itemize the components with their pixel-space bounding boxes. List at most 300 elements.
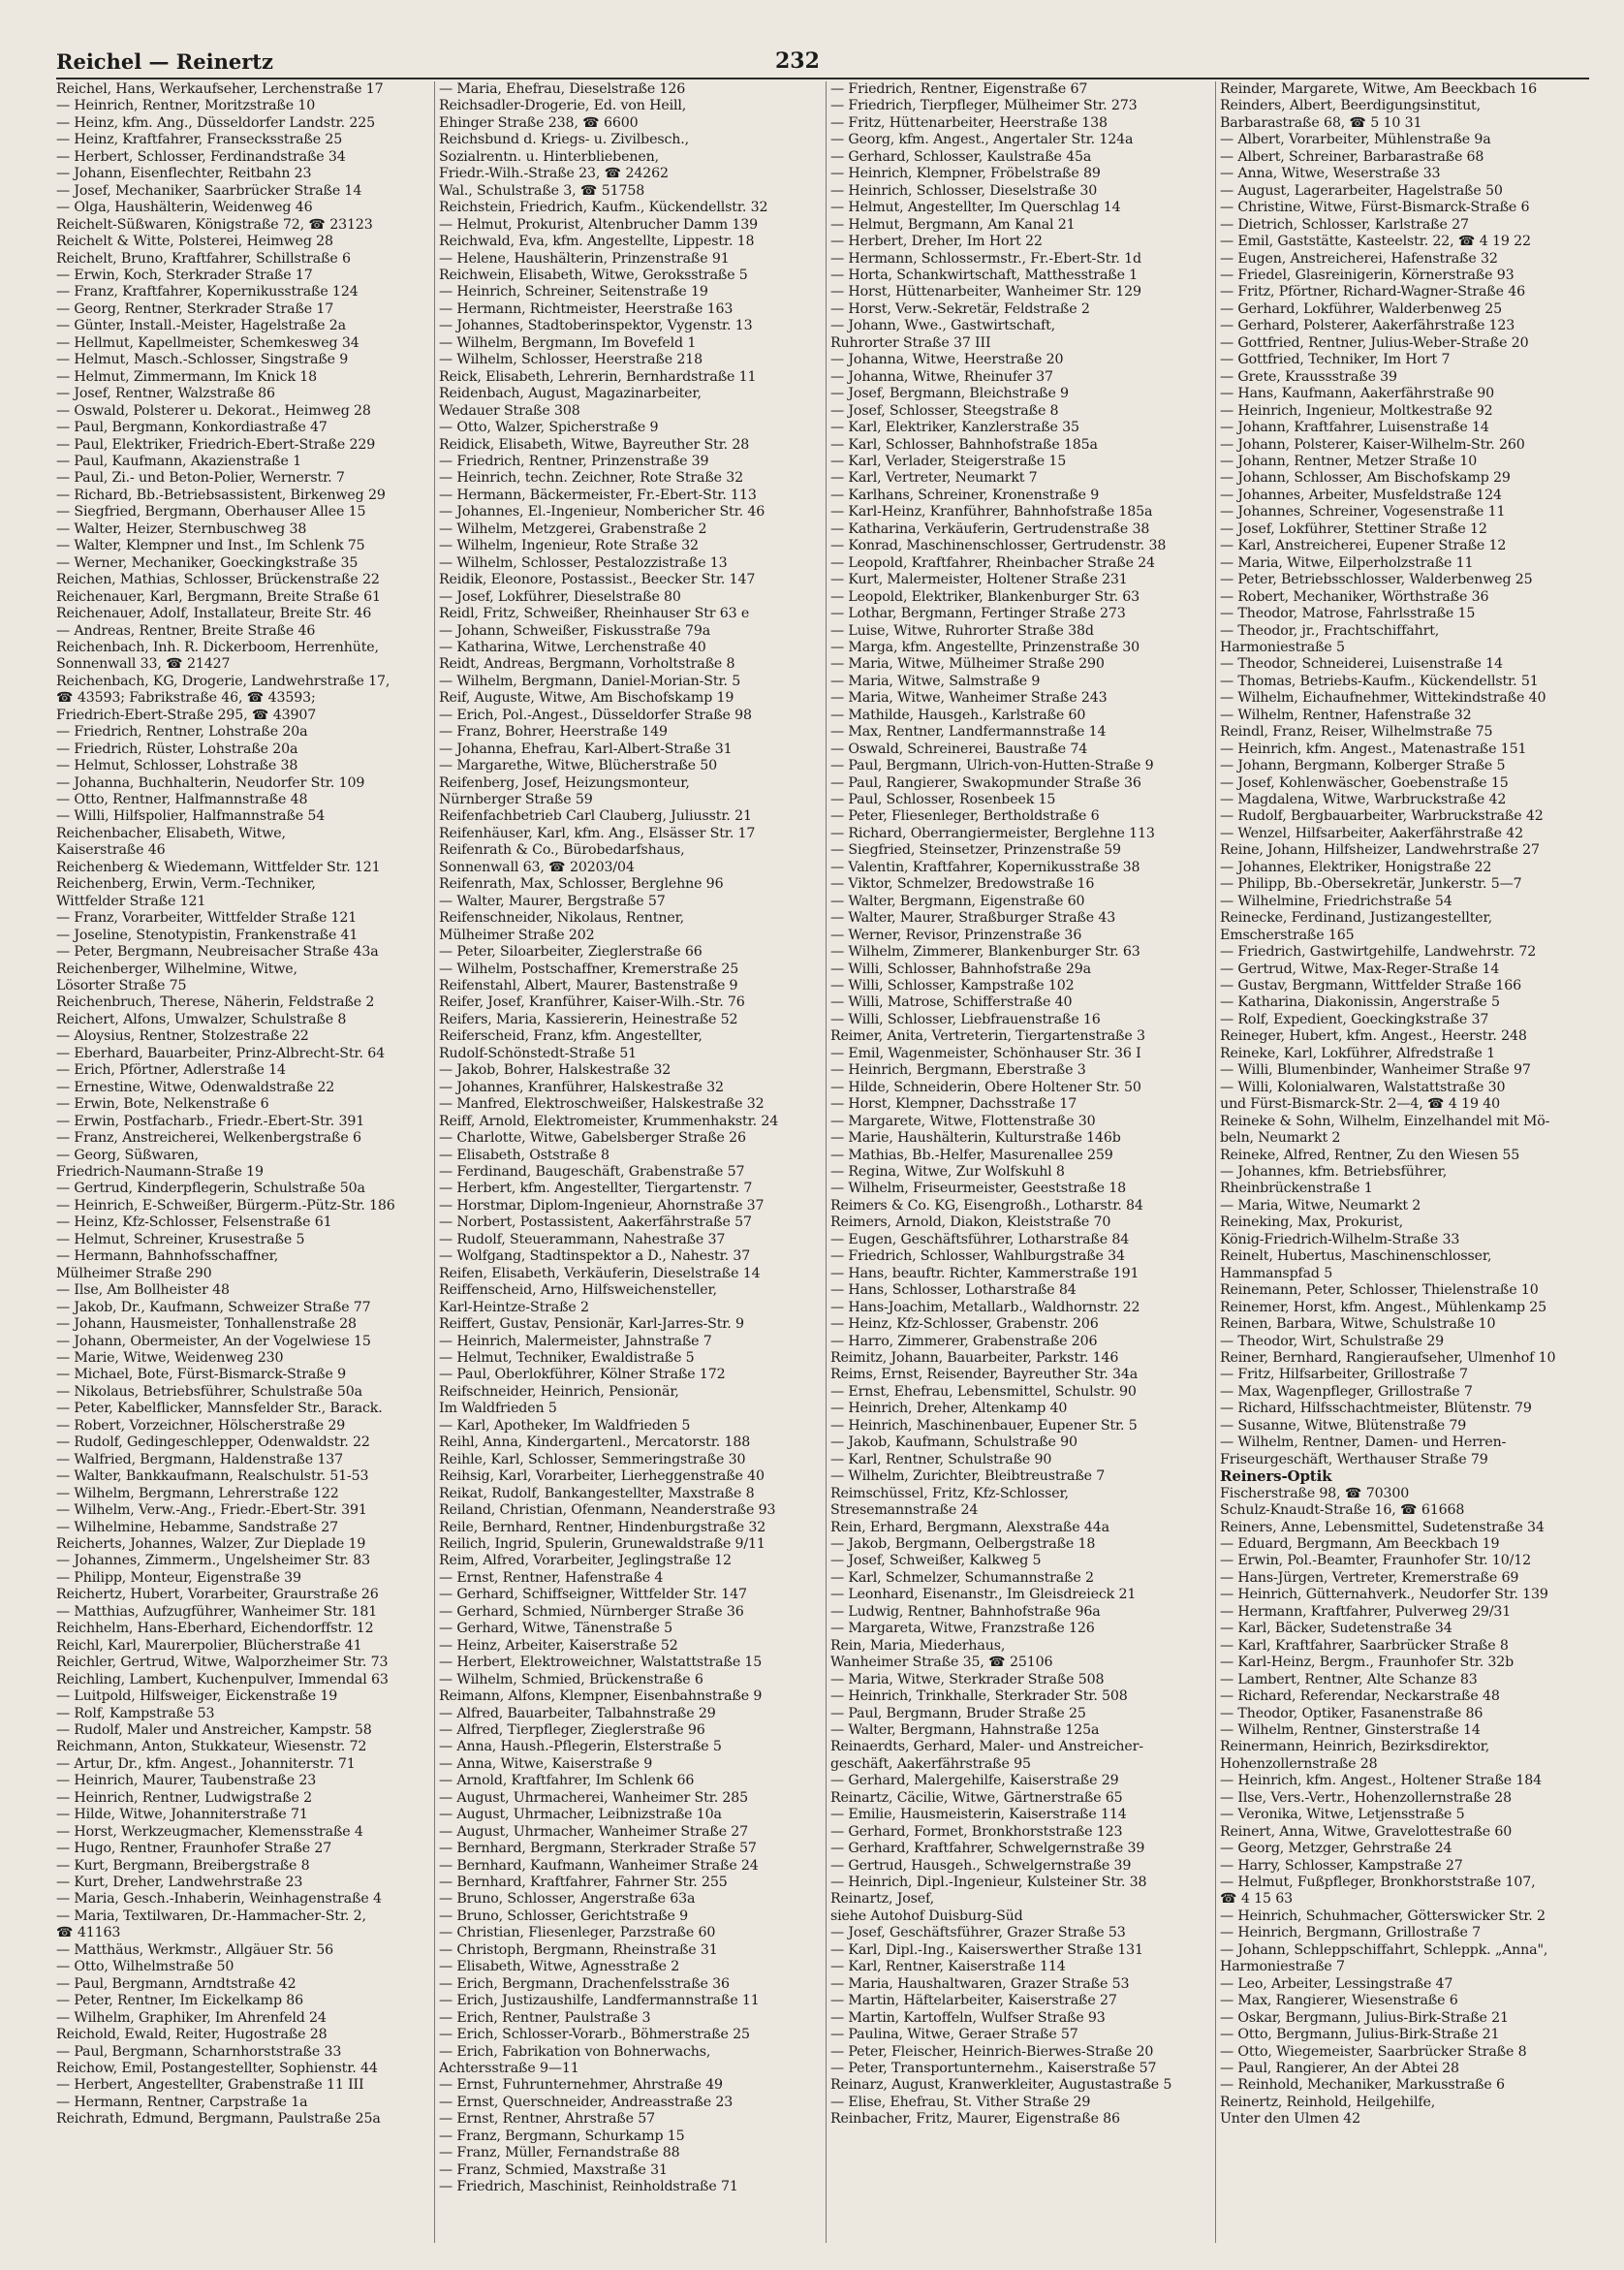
directory-entry: — Thomas, Betriebs-Kaufm., Kückendellstr. 51 [1220, 673, 1539, 689]
directory-entry: Reineke, Alfred, Rentner, Zu den Wiesen 55 [1220, 1147, 1520, 1163]
directory-entry: — Susanne, Witwe, Blütenstraße 79 [1220, 1417, 1467, 1434]
directory-entry: — Margarete, Witwe, Flottenstraße 30 [830, 1113, 1096, 1129]
directory-entry: — Maria, Witwe, Mülheimer Straße 290 [830, 656, 1105, 673]
directory-entry: — Willi, Matrose, Schifferstraße 40 [830, 994, 1073, 1011]
directory-entry: Reichertz, Hubert, Vorarbeiter, Graurstraße 26 [56, 1587, 379, 1603]
directory-entry: Reichelt, Bruno, Kraftfahrer, Schillstraße 6 [56, 250, 351, 267]
directory-entry: — Wilhelm, Rentner, Hafenstraße 32 [1220, 707, 1472, 723]
directory-entry: — Rudolf, Steuerammann, Nahestraße 37 [439, 1231, 726, 1247]
directory-entry: — Wilhelm, Bergmann, Im Bovefeld 1 [439, 334, 697, 351]
directory-entry: — Siegfried, Steinsetzer, Prinzenstraße 59 [830, 842, 1121, 859]
directory-entry: Reinbacher, Fritz, Maurer, Eigenstraße 86 [830, 2111, 1120, 2128]
directory-entry: Reichenberg, Erwin, Verm.-Techniker, [56, 876, 316, 893]
directory-entry: — Maria, Haushaltwaren, Grazer Straße 53 [830, 1975, 1130, 1992]
directory-entry: Reichert, Alfons, Umwalzer, Schulstraße 8 [56, 1011, 347, 1027]
directory-entry: Unter den Ulmen 42 [1220, 2111, 1360, 2128]
directory-entry: — Johannes, kfm. Betriebsführer, [1220, 1164, 1448, 1180]
directory-entry: — Katharina, Diakonissin, Angerstraße 5 [1220, 994, 1500, 1011]
directory-entry: — Wilhelm, Friseurmeister, Geeststraße 18 [830, 1181, 1127, 1197]
directory-entry: — Maria, Textilwaren, Dr.-Hammacher-Str. 2, [56, 1907, 366, 1924]
directory-entry: — Franz, Bergmann, Schurkamp 15 [439, 2128, 685, 2144]
directory-entry: Reineke & Sohn, Wilhelm, Einzelhandel mit Mö- [1220, 1113, 1550, 1129]
directory-entry: — Walfried, Bergmann, Haldenstraße 137 [56, 1451, 343, 1467]
directory-entry: Reinermann, Heinrich, Bezirksdirektor, [1220, 1739, 1490, 1755]
directory-entry: — Peter, Betriebsschlosser, Walderbenweg 25 [1220, 572, 1533, 588]
directory-entry: — Eduard, Bergmann, Am Beeckbach 19 [1220, 1535, 1500, 1552]
directory-entry: — Marga, kfm. Angestellte, Prinzenstraße 30 [830, 639, 1140, 655]
directory-entry: — Peter, Kabelflicker, Mannsfelder Str., Barack. [56, 1401, 383, 1417]
directory-entry: — Wilhelm, Eichaufnehmer, Wittekindstraße 40 [1220, 690, 1546, 707]
directory-entry: — Ernst, Querschneider, Andreasstraße 23 [439, 2094, 734, 2110]
directory-entry: — Johann, Rentner, Metzer Straße 10 [1220, 453, 1478, 469]
directory-entry: — Rolf, Kampstraße 53 [56, 1705, 215, 1721]
directory-entry: — Gerhard, Polsterer, Aakerfährstraße 123 [1220, 318, 1515, 334]
directory-entry: — Johann, Obermeister, An der Vogelwiese 15 [56, 1333, 371, 1349]
directory-entry: ☎ 41163 [56, 1925, 121, 1941]
directory-entry: — Horstmar, Diplom-Ingenieur, Ahornstraße 37 [439, 1197, 765, 1214]
directory-entry: — Eberhard, Bauarbeiter, Prinz-Albrecht-Str. 64 [56, 1045, 385, 1061]
directory-entry: Friedrich-Ebert-Straße 295, ☎ 43907 [56, 707, 317, 723]
directory-entry: — Johannes, Elektriker, Honigstraße 22 [1220, 859, 1492, 875]
directory-entry: König-Friedrich-Wilhelm-Straße 33 [1220, 1231, 1460, 1247]
directory-entry: — Heinrich, E-Schweißer, Bürgerm.-Pütz-Str. 186 [56, 1197, 395, 1214]
directory-entry: — Herbert, kfm. Angestellter, Tiergartenstr. 7 [439, 1181, 753, 1197]
directory-entry: — Wilhelm, Postschaffner, Kremerstraße 25 [439, 961, 739, 977]
directory-entry: — Wilhelm, Schlosser, Heerstraße 218 [439, 352, 703, 368]
directory-entry: — Elisabeth, Witwe, Agnesstraße 2 [439, 1959, 680, 1975]
directory-entry: Reichling, Lambert, Kuchenpulver, Immendal 63 [56, 1671, 389, 1687]
header-rule [56, 78, 1589, 79]
directory-entry: — Heinrich, Schlosser, Dieselstraße 30 [830, 182, 1098, 199]
directory-entry: Reifenrath & Co., Bürobedarfshaus, [439, 842, 685, 859]
directory-entry: — Josef, Bergmann, Bleichstraße 9 [830, 386, 1069, 402]
directory-entry: Reihsig, Karl, Vorarbeiter, Lierheggenstraße 40 [439, 1468, 765, 1485]
directory-entry: — Johann, Schweißer, Fiskusstraße 79a [439, 622, 711, 639]
directory-entry: — Paul, Oberlokführer, Kölner Straße 172 [439, 1367, 726, 1383]
directory-entry: — Heinrich, Dipl.-Ingenieur, Kulsteiner Str. 38 [830, 1875, 1147, 1891]
directory-entry: — Karl-Heinz, Bergm., Fraunhofer Str. 32b [1220, 1655, 1515, 1671]
directory-entry: Reichrath, Edmund, Bergmann, Paulstraße 25a [56, 2111, 381, 2128]
directory-entry: — Regina, Witwe, Zur Wolfskuhl 8 [830, 1164, 1065, 1180]
directory-entry: Reichwein, Elisabeth, Witwe, Geroksstraße 5 [439, 267, 748, 283]
directory-entry: — Peter, Fleischer, Heinrich-Bierwes-Straße 20 [830, 2043, 1154, 2060]
directory-entry: — Erich, Rentner, Paulstraße 3 [439, 2009, 651, 2026]
directory-entry: — Josef, Lokführer, Stettiner Straße 12 [1220, 520, 1487, 537]
directory-entry: Reiferscheid, Franz, kfm. Angestellter, [439, 1028, 703, 1045]
directory-entry: — Matthäus, Werkmstr., Allgäuer Str. 56 [56, 1941, 334, 1958]
directory-entry: Reiners, Anne, Lebensmittel, Sudetenstraße 34 [1220, 1519, 1545, 1535]
directory-entry: Reinelt, Hubertus, Maschinenschlosser, [1220, 1248, 1492, 1265]
directory-entry: Harmoniestraße 5 [1220, 639, 1345, 655]
directory-entry: — Matthias, Aufzugführer, Wanheimer Str. 181 [56, 1603, 378, 1620]
directory-entry: — Johanna, Witwe, Rheinufer 37 [830, 368, 1053, 385]
directory-entry: — Philipp, Bb.-Obersekretär, Junkerstr. 5—7 [1220, 876, 1522, 893]
directory-entry: Reifschneider, Heinrich, Pensionär, [439, 1383, 679, 1400]
directory-entry: — Günter, Install.-Meister, Hagelstraße 2a [56, 318, 346, 334]
directory-entry: — Hermann, Kraftfahrer, Pulverweg 29/31 [1220, 1603, 1512, 1620]
directory-entry: — Emilie, Hausmeisterin, Kaiserstraße 114 [830, 1807, 1127, 1823]
directory-entry: — Andreas, Rentner, Breite Straße 46 [56, 622, 316, 639]
directory-entry: — Paul, Bergmann, Scharnhorststraße 33 [56, 2043, 342, 2060]
directory-entry: — Horst, Klempner, Dachsstraße 17 [830, 1096, 1077, 1113]
directory-entry: — Josef, Kohlenwäscher, Goebenstraße 15 [1220, 774, 1509, 791]
directory-entry: Reinaerdts, Gerhard, Maler- und Anstreicher- [830, 1739, 1143, 1755]
directory-entry: — Otto, Rentner, Halfmannstraße 48 [56, 792, 308, 808]
directory-entry: Reichel, Hans, Werkaufseher, Lerchenstraße 17 [56, 81, 384, 97]
directory-entry: — Albert, Vorarbeiter, Mühlenstraße 9a [1220, 132, 1491, 148]
directory-entry: — Anna, Haush.-Pflegerin, Elsterstraße 5 [439, 1739, 722, 1755]
directory-entry: Reifenberg, Josef, Heizungsmonteur, [439, 774, 690, 791]
directory-entry: Sonnenwall 33, ☎ 21427 [56, 656, 231, 673]
directory-entry: — Grete, Kraussstraße 39 [1220, 368, 1397, 385]
directory-entry: Reims, Ernst, Reisender, Bayreuther Str. 34a [830, 1367, 1139, 1383]
directory-entry: — Bruno, Schlosser, Gerichtstraße 9 [439, 1907, 689, 1924]
directory-entry: — Rolf, Expedient, Goeckingkstraße 37 [1220, 1011, 1489, 1027]
directory-entry: — Karl, Kraftfahrer, Saarbrücker Straße 8 [1220, 1637, 1509, 1654]
directory-entry: siehe Autohof Duisburg-Süd [830, 1907, 1023, 1924]
directory-entry: Karl-Heintze-Straße 2 [439, 1299, 589, 1315]
directory-entry: — Max, Wagenpfleger, Grillostraße 7 [1220, 1383, 1473, 1400]
directory-entry: — Erwin, Pol.-Beamter, Fraunhofer Str. 10/12 [1220, 1553, 1532, 1569]
directory-entry: Reifenhäuser, Karl, kfm. Ang., Elsässer Str. 17 [439, 825, 756, 841]
directory-entry: — Ilse, Vers.-Vertr., Hohenzollernstraße 28 [1220, 1789, 1512, 1806]
directory-entry: — Elise, Ehefrau, St. Vither Straße 29 [830, 2094, 1091, 2110]
directory-entry: Mülheimer Straße 202 [439, 927, 595, 943]
directory-entry: — Johann, Schlosser, Am Bischofskamp 29 [1220, 470, 1511, 487]
directory-entry: — Wilhelmine, Friedrichstraße 54 [1220, 893, 1452, 909]
directory-entry: Stresemannstraße 24 [830, 1502, 979, 1519]
directory-entry: — Karl, Schlosser, Bahnhofstraße 185a [830, 436, 1098, 453]
directory-entry: — Josef, Mechaniker, Saarbrücker Straße 14 [56, 182, 362, 199]
directory-entry: — Wilhelm, Schmied, Brückenstraße 6 [439, 1671, 703, 1687]
directory-entry: — Oskar, Bergmann, Julius-Birk-Straße 21 [1220, 2009, 1509, 2026]
directory-entry: — Gertrud, Hausgeh., Schwelgernstraße 39 [830, 1857, 1132, 1874]
directory-entry: Kaiserstraße 46 [56, 842, 166, 859]
directory-entry: — Ernst, Rentner, Ahrstraße 57 [439, 2111, 655, 2128]
directory-entry: Reif, Auguste, Witwe, Am Bischofskamp 19 [439, 690, 734, 707]
directory-entry: Reichmann, Anton, Stukkateur, Wiesenstr. 72 [56, 1739, 367, 1755]
directory-entry: — Wilhelm, Bergmann, Daniel-Morian-Str. 5 [439, 673, 741, 689]
directory-entry: — Mathias, Bb.-Helfer, Masurenallee 259 [830, 1147, 1113, 1163]
directory-entry: — Max, Rentner, Landfermannstraße 14 [830, 724, 1107, 741]
directory-entry: Reinecke, Ferdinand, Justizangestellter, [1220, 910, 1492, 927]
directory-entry: — Herbert, Schlosser, Ferdinandstraße 34 [56, 148, 346, 165]
directory-entry: — Hans-Joachim, Metallarb., Waldhornstr. 22 [830, 1299, 1140, 1315]
directory-entry: — Johannes, Arbeiter, Musfeldstraße 124 [1220, 487, 1502, 503]
directory-entry: — Maria, Witwe, Neumarkt 2 [1220, 1197, 1421, 1214]
directory-entry: — Arnold, Kraftfahrer, Im Schlenk 66 [439, 1773, 695, 1789]
directory-entry: — Maria, Gesch.-Inhaberin, Weinhagenstraße 4 [56, 1891, 382, 1907]
directory-entry: — Hilde, Schneiderin, Obere Holtener Str. 50 [830, 1079, 1141, 1095]
directory-entry: — Marie, Witwe, Weidenweg 230 [56, 1349, 284, 1366]
directory-entry: — Otto, Bergmann, Julius-Birk-Straße 21 [1220, 2027, 1500, 2043]
directory-entry: — Bernhard, Bergmann, Sterkrader Straße 57 [439, 1841, 757, 1857]
directory-entry: Reichold, Ewald, Reiter, Hugostraße 28 [56, 2027, 328, 2043]
directory-entry: — Franz, Müller, Fernandstraße 88 [439, 2145, 680, 2161]
directory-entry: — Christoph, Bergmann, Rheinstraße 31 [439, 1941, 718, 1958]
directory-entry: — Christian, Fliesenleger, Parzstraße 60 [439, 1925, 716, 1941]
directory-entry: — Helmut, Schreiner, Krusestraße 5 [56, 1231, 305, 1247]
directory-entry: — Theodor, Optiker, Fasanenstraße 86 [1220, 1705, 1483, 1721]
directory-entry: — Siegfried, Bergmann, Oberhauser Allee 15 [56, 504, 366, 520]
directory-entry: — Peter, Fliesenleger, Bertholdstraße 6 [830, 808, 1100, 825]
directory-entry: — Helmut, Techniker, Ewaldistraße 5 [439, 1349, 695, 1366]
directory-entry: — Albert, Schreiner, Barbarastraße 68 [1220, 148, 1484, 165]
directory-entry: — Artur, Dr., kfm. Angest., Johanniterstr. 71 [56, 1755, 356, 1772]
directory-entry: — Viktor, Schmelzer, Bredowstraße 16 [830, 876, 1095, 893]
directory-entry: — Peter, Siloarbeiter, Zieglerstraße 66 [439, 944, 703, 961]
directory-entry: — Michael, Bote, Fürst-Bismarck-Straße 9 [56, 1367, 346, 1383]
directory-entry: — Gertrud, Kinderpflegerin, Schulstraße 50a [56, 1181, 365, 1197]
directory-entry: — Otto, Walzer, Spicherstraße 9 [439, 420, 659, 436]
directory-entry: — Wilhelm, Schlosser, Pestalozzistraße 13 [439, 554, 728, 571]
directory-entry: Reichstein, Friedrich, Kaufm., Kückendellstr. 32 [439, 200, 768, 216]
directory-entry: — Johann, Polsterer, Kaiser-Wilhelm-Str. 260 [1220, 436, 1525, 453]
directory-entry: — Hermann, Schlossermstr., Fr.-Ebert-Str. 1d [830, 250, 1141, 267]
directory-entry: — Luitpold, Hilfsweiger, Eickenstraße 19 [56, 1688, 338, 1705]
directory-entry: — Paul, Schlosser, Rosenbeek 15 [830, 792, 1056, 808]
directory-entry: — Peter, Transportunternehm., Kaiserstraße 57 [830, 2061, 1157, 2077]
directory-entry: — Bernhard, Kraftfahrer, Fahrner Str. 255 [439, 1875, 728, 1891]
directory-entry: Reidt, Andreas, Bergmann, Vorholtstraße 8 [439, 656, 735, 673]
directory-entry: — Friedrich, Gastwirtgehilfe, Landwehrstr. 72 [1220, 944, 1537, 961]
directory-entry: — Josef, Schweißer, Kalkweg 5 [830, 1553, 1042, 1569]
directory-entry: — Theodor, Wirt, Schulstraße 29 [1220, 1333, 1444, 1349]
directory-entry: — Karl, Elektriker, Kanzlerstraße 35 [830, 420, 1079, 436]
directory-entry: Reichelt-Süßwaren, Königstraße 72, ☎ 23123 [56, 216, 373, 233]
directory-entry: beln, Neumarkt 2 [1220, 1130, 1341, 1147]
directory-entry: Friedrich-Naumann-Straße 19 [56, 1164, 264, 1180]
directory-entry: Reineking, Max, Prokurist, [1220, 1214, 1404, 1231]
directory-entry: — Heinrich, Maschinenbauer, Eupener Str. 5 [830, 1417, 1138, 1434]
directory-entry: Reidick, Elisabeth, Witwe, Bayreuther Str. 28 [439, 436, 750, 453]
directory-entry: Reiland, Christian, Ofenmann, Neanderstraße 93 [439, 1502, 776, 1519]
directory-entry: Reichenberg & Wiedemann, Wittfelder Str. 121 [56, 859, 381, 875]
directory-entry: — Johann, Hausmeister, Tonhallenstraße 28 [56, 1316, 357, 1333]
directory-entry: — Peter, Bergmann, Neubreisacher Straße 43a [56, 944, 379, 961]
directory-entry: — Katharina, Witwe, Lerchenstraße 40 [439, 639, 706, 655]
directory-entry: — Eugen, Anstreicherei, Hafenstraße 32 [1220, 250, 1498, 267]
directory-entry: — Wilhelm, Rentner, Ginsterstraße 14 [1220, 1721, 1481, 1738]
directory-entry: — Gerhard, Lokführer, Walderbenweg 25 [1220, 300, 1503, 317]
directory-entry: — Helmut, Masch.-Schlosser, Singstraße 9 [56, 352, 349, 368]
directory-entry: — Johannes, Schreiner, Vogesenstraße 11 [1220, 504, 1506, 520]
directory-entry: — Johann, Schleppschiffahrt, Schleppk. „Anna", [1220, 1941, 1548, 1958]
directory-entry: — Friedrich, Rüster, Lohstraße 20a [56, 741, 298, 757]
directory-entry: — Eugen, Geschäftsführer, Lotharstraße 84 [830, 1231, 1130, 1247]
directory-entry: — Heinrich, kfm. Angest., Holtener Straße 184 [1220, 1773, 1543, 1789]
directory-entry: — Paul, Elektriker, Friedrich-Ebert-Straße 229 [56, 436, 376, 453]
directory-entry: — Hans-Jürgen, Vertreter, Kremerstraße 69 [1220, 1569, 1519, 1586]
directory-entry: — Willi, Hilfspolier, Halfmannstraße 54 [56, 808, 326, 825]
directory-entry: — Robert, Vorzeichner, Hölscherstraße 29 [56, 1417, 346, 1434]
directory-entry: — Maria, Witwe, Eilperholzstraße 11 [1220, 554, 1474, 571]
directory-entry: — Karlhans, Schreiner, Kronenstraße 9 [830, 487, 1100, 503]
directory-entry: — Franz, Kraftfahrer, Kopernikusstraße 124 [56, 284, 359, 300]
directory-entry: — Marie, Haushälterin, Kulturstraße 146b [830, 1130, 1121, 1147]
directory-entry: Reichenauer, Karl, Bergmann, Breite Straße 61 [56, 588, 381, 605]
directory-entry: Reinert, Anna, Witwe, Gravelottestraße 60 [1220, 1823, 1513, 1840]
directory-entry: — Hermann, Bäckermeister, Fr.-Ebert-Str. 113 [439, 487, 757, 503]
directory-entry: Reichl, Karl, Maurerpolier, Blücherstraße 41 [56, 1637, 362, 1654]
directory-entry: — Wilhelm, Metzgerei, Grabenstraße 2 [439, 520, 707, 537]
directory-entry: Reinen, Barbara, Witwe, Schulstraße 10 [1220, 1316, 1496, 1333]
directory-entry: Reimers & Co. KG, Eisengroßh., Lotharstr. 84 [830, 1197, 1143, 1214]
directory-entry: — Heinrich, Klempner, Fröbelstraße 89 [830, 166, 1101, 182]
directory-entry: — Heinrich, Dreher, Altenkamp 40 [830, 1401, 1068, 1417]
directory-entry: — Bruno, Schlosser, Angerstraße 63a [439, 1891, 696, 1907]
directory-entry: Reihl, Anna, Kindergartenl., Mercatorstr. 188 [439, 1435, 751, 1451]
directory-entry: Reifen, Elisabeth, Verkäuferin, Dieselstraße 14 [439, 1265, 761, 1281]
directory-entry: Reichwald, Eva, kfm. Angestellte, Lippestr. 18 [439, 234, 755, 250]
directory-entry: — Alfred, Bauarbeiter, Talbahnstraße 29 [439, 1705, 716, 1721]
directory-entry: Reile, Bernhard, Rentner, Hindenburgstraße 32 [439, 1519, 766, 1535]
directory-entry: — Harry, Schlosser, Kampstraße 27 [1220, 1857, 1463, 1874]
directory-entry: — Gottfried, Techniker, Im Hort 7 [1220, 352, 1451, 368]
directory-entry: — Leo, Arbeiter, Lessingstraße 47 [1220, 1975, 1453, 1992]
directory-entry: Reimschüssel, Fritz, Kfz-Schlosser, [830, 1485, 1069, 1501]
directory-entry: — Maria, Witwe, Salmstraße 9 [830, 673, 1041, 689]
directory-entry: — Peter, Rentner, Im Eickelkamp 86 [56, 1993, 304, 2009]
directory-entry: Reine, Johann, Hilfsheizer, Landwehrstraße 27 [1220, 842, 1540, 859]
directory-entry: — Wolfgang, Stadtinspektor a D., Nahestr. 37 [439, 1248, 751, 1265]
directory-entry: — Leonhard, Eisenanstr., Im Gleisdreieck 21 [830, 1587, 1137, 1603]
directory-entry: Reifer, Josef, Kranführer, Kaiser-Wilh.-Str. 76 [439, 994, 745, 1011]
directory-entry: — Johann, Wwe., Gastwirtschaft, [830, 318, 1056, 334]
directory-entry: Reifenfachbetrieb Carl Clauberg, Juliusstr. 21 [439, 808, 752, 825]
directory-entry: — Erwin, Postfacharb., Friedr.-Ebert-Str. 391 [56, 1113, 365, 1129]
directory-entry: Achtersstraße 9—11 [439, 2061, 579, 2077]
directory-entry: Reichsadler-Drogerie, Ed. von Heill, [439, 98, 687, 114]
directory-entry: — Maria, Witwe, Sterkrader Straße 508 [830, 1671, 1105, 1687]
directory-entry: — Johannes, Kranführer, Halskestraße 32 [439, 1079, 724, 1095]
directory-entry: — Horst, Werkzeugmacher, Klemensstraße 4 [56, 1823, 363, 1840]
directory-entry: — Walter, Bankkaufmann, Realschulstr. 51-53 [56, 1468, 369, 1485]
directory-entry: Reichow, Emil, Postangestellter, Sophienstr. 44 [56, 2061, 378, 2077]
directory-entry: Sonnenwall 63, ☎ 20203/04 [439, 859, 635, 875]
directory-entry: — Hilde, Witwe, Johanniterstraße 71 [56, 1807, 308, 1823]
directory-entry: — Helene, Haushälterin, Prinzenstraße 91 [439, 250, 730, 267]
directory-entry: — Friedrich, Maschinist, Reinholdstraße 71 [439, 2179, 738, 2195]
directory-entry: Fischerstraße 98, ☎ 70300 [1220, 1485, 1410, 1501]
directory-entry: — Herbert, Elektroweichner, Walstattstraße 15 [439, 1655, 763, 1671]
directory-entry: Reilich, Ingrid, Spulerin, Grunewaldstraße 9/11 [439, 1535, 765, 1552]
directory-entry: Im Waldfrieden 5 [439, 1401, 557, 1417]
directory-entry: Emscherstraße 165 [1220, 927, 1355, 943]
directory-entry: — Olga, Haushälterin, Weidenweg 46 [56, 200, 313, 216]
directory-entry: Wittfelder Straße 121 [56, 893, 206, 909]
directory-entry: — Wilhelm, Zurichter, Bleibtreustraße 7 [830, 1468, 1106, 1485]
directory-entry: — Hellmut, Kapellmeister, Schemkesweg 34 [56, 334, 359, 351]
directory-entry: Reichenbach, Inh. R. Dickerboom, Herrenhüte, [56, 639, 379, 655]
directory-entry: — Gerhard, Schmied, Nürnberger Straße 36 [439, 1603, 744, 1620]
directory-entry: — Paul, Bergmann, Ulrich-von-Hutten-Straße 9 [830, 758, 1154, 774]
directory-entry: — Martin, Kartoffeln, Wulfser Straße 93 [830, 2009, 1106, 2026]
directory-entry: — Johanna, Buchhalterin, Neudorfer Str. 109 [56, 774, 365, 791]
directory-entry: — Max, Rangierer, Wiesenstraße 6 [1220, 1993, 1458, 2009]
directory-entry: — Heinrich, Maurer, Taubenstraße 23 [56, 1773, 317, 1789]
directory-entry: Reinders, Albert, Beerdigungsinstitut, [1220, 98, 1481, 114]
directory-entry: Wal., Schulstraße 3, ☎ 51758 [439, 182, 645, 199]
directory-entry: — Walter, Bergmann, Hahnstraße 125a [830, 1721, 1100, 1738]
page-number: 232 [775, 48, 820, 74]
directory-entry: — Wilhelm, Graphiker, Im Ahrenfeld 24 [56, 2009, 327, 2026]
directory-entry: — Oswald, Schreinerei, Baustraße 74 [830, 741, 1088, 757]
directory-entry: — Horst, Hüttenarbeiter, Wanheimer Str. 129 [830, 284, 1141, 300]
directory-entry: — Paul, Rangierer, Swakopmunder Straße 36 [830, 774, 1141, 791]
directory-entry: — Karl, Verlader, Steigerstraße 15 [830, 453, 1067, 469]
directory-entry: — Wilhelmine, Hebamme, Sandstraße 27 [56, 1519, 339, 1535]
directory-entry: — Theodor, jr., Frachtschiffahrt, [1220, 622, 1440, 639]
directory-entry: — Herbert, Angestellter, Grabenstraße 11 III [56, 2077, 364, 2094]
directory-entry: — Johannes, Stadtoberinspektor, Vygenstr. 13 [439, 318, 753, 334]
directory-entry: — Heinz, Arbeiter, Kaiserstraße 52 [439, 1637, 678, 1654]
directory-entry: — Ludwig, Rentner, Bahnhofstraße 96a [830, 1603, 1101, 1620]
directory-entry: — Heinz, kfm. Ang., Düsseldorfer Landstr. 225 [56, 114, 375, 131]
directory-entry: — Franz, Vorarbeiter, Wittfelder Straße 121 [56, 910, 358, 927]
directory-entry: Friseurgeschäft, Werthauser Straße 79 [1220, 1451, 1488, 1467]
directory-entry: — Rudolf, Bergbauarbeiter, Warbruckstraße 42 [1220, 808, 1544, 825]
directory-entry: — Helmut, Schlosser, Lohstraße 38 [56, 758, 298, 774]
directory-entry: — Helmut, Angestellter, Im Querschlag 14 [830, 200, 1121, 216]
directory-entry: — Bernhard, Kaufmann, Wanheimer Straße 24 [439, 1857, 759, 1874]
directory-entry: Schulz-Knaudt-Straße 16, ☎ 61668 [1220, 1502, 1465, 1519]
directory-entry: — Helmut, Prokurist, Altenbrucher Damm 139 [439, 216, 759, 233]
directory-entry: Reichenbacher, Elisabeth, Witwe, [56, 825, 286, 841]
directory-entry: Reichsbund d. Kriegs- u. Zivilbesch., [439, 132, 689, 148]
directory-entry: — Gottfried, Rentner, Julius-Weber-Straße 20 [1220, 334, 1529, 351]
directory-entry: Reichenberger, Wilhelmine, Witwe, [56, 961, 297, 977]
directory-entry: — Nikolaus, Betriebsführer, Schulstraße 50a [56, 1383, 362, 1400]
directory-entry: und Fürst-Bismarck-Str. 2—4, ☎ 4 19 40 [1220, 1096, 1500, 1113]
directory-entry: — Walter, Heizer, Sternbuschweg 38 [56, 520, 307, 537]
directory-entry: — Heinrich, Trinkhalle, Sterkrader Str. 508 [830, 1688, 1128, 1705]
directory-entry: — Ferdinand, Baugeschäft, Grabenstraße 57 [439, 1164, 745, 1180]
directory-entry: — Paul, Zi.- und Beton-Polier, Wernerstr. 7 [56, 470, 345, 487]
directory-entry: Rein, Maria, Miederhaus, [830, 1637, 1006, 1654]
directory-entry: Reick, Elisabeth, Lehrerin, Bernhardstraße 11 [439, 368, 757, 385]
directory-entry: — Johanna, Ehefrau, Karl-Albert-Straße 31 [439, 741, 733, 757]
directory-entry: — Jakob, Bohrer, Halskestraße 32 [439, 1062, 671, 1079]
directory-entry: Sozialrentn. u. Hinterbliebenen, [439, 148, 659, 165]
directory-entry: Wanheimer Straße 35, ☎ 25106 [830, 1655, 1053, 1671]
directory-entry: — Karl, Apotheker, Im Waldfrieden 5 [439, 1417, 691, 1434]
directory-entry: — Jakob, Kaufmann, Schulstraße 90 [830, 1435, 1077, 1451]
directory-entry: Harmoniestraße 7 [1220, 1959, 1345, 1975]
directory-entry: — Friedrich, Tierpfleger, Mülheimer Str. 273 [830, 98, 1138, 114]
directory-entry: — Martin, Häftelarbeiter, Kaiserstraße 27 [830, 1993, 1117, 2009]
directory-entry: — Heinrich, Rentner, Ludwigstraße 2 [56, 1789, 313, 1806]
directory-entry: — Johann, Bergmann, Kolberger Straße 5 [1220, 758, 1506, 774]
directory-entry: — Helmut, Bergmann, Am Kanal 21 [830, 216, 1076, 233]
directory-entry: Reiner, Bernhard, Rangieraufseher, Ulmenhof 10 [1220, 1349, 1556, 1366]
directory-entry: — Gustav, Bergmann, Wittfelder Straße 166 [1220, 978, 1522, 994]
directory-entry: — Josef, Lokführer, Dieselstraße 80 [439, 588, 681, 605]
directory-entry: — Wilhelm, Rentner, Damen- und Herren- [1220, 1435, 1507, 1451]
directory-entry: — Wilhelm, Verw.-Ang., Friedr.-Ebert-Str. 391 [56, 1502, 367, 1519]
directory-entry: — Walter, Maurer, Bergstraße 57 [439, 893, 666, 909]
directory-entry: Reiners-Optik [1220, 1467, 1332, 1486]
directory-entry: — Ernestine, Witwe, Odenwaldstraße 22 [56, 1079, 335, 1095]
directory-entry: — Theodor, Schneiderei, Luisenstraße 14 [1220, 656, 1503, 673]
directory-entry: Reimitz, Johann, Bauarbeiter, Parkstr. 146 [830, 1349, 1119, 1366]
directory-entry: — Lothar, Bergmann, Fertinger Straße 273 [830, 606, 1126, 622]
directory-entry: Mülheimer Straße 290 [56, 1265, 212, 1281]
directory-entry: — Rudolf, Maler und Anstreicher, Kampstr. 58 [56, 1721, 372, 1738]
directory-entry: — Maria, Ehefrau, Dieselstraße 126 [439, 81, 686, 97]
directory-entry: — Erich, Pförtner, Adlerstraße 14 [56, 1062, 286, 1079]
directory-entry: Reifenrath, Max, Schlosser, Berglehne 96 [439, 876, 724, 893]
